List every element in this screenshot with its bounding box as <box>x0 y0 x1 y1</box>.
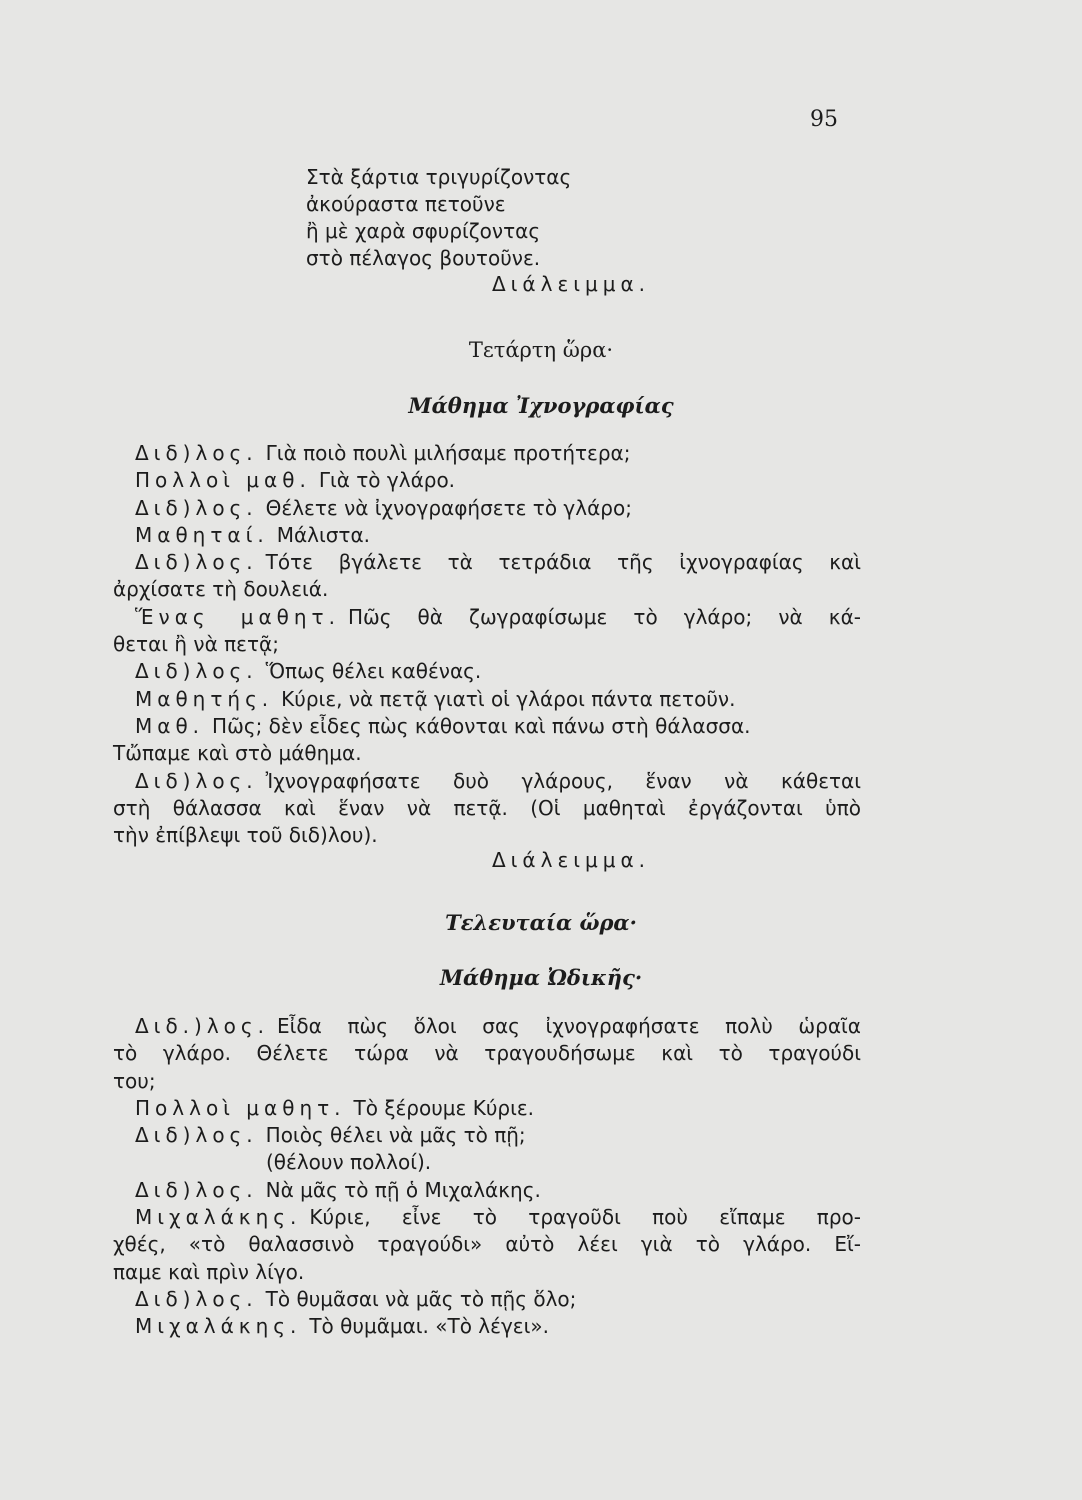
dialogue-line: Μαθ. Πῶς; δὲν εἶδες πὼς κάθονται καὶ πάνω στὴ θάλασσα. <box>135 713 751 738</box>
dialogue-line: ἀρχίσατε τὴ δουλειά. <box>113 577 329 602</box>
break-heading: Διάλειμμα. <box>491 848 651 872</box>
dialogue-line: Μιχαλάκης. Κύριε, εἶνε τὸ τραγοῦδι ποὺ εἴπαμε προ- <box>135 1205 861 1230</box>
dialogue-line: Διδ)λος. Ποιὸς θέλει νὰ μᾶς τὸ πῇ; <box>135 1123 526 1148</box>
dialogue-line: Διδ)λος. Ὅπως θέλει καθένας. <box>135 659 482 684</box>
dialogue-line: Διδ)λος. Ἰχνογραφήσατε δυὸ γλάρους, ἕναν νὰ κάθεται <box>135 768 861 793</box>
dialogue-line: Διδ.)λος. Εἶδα πὼς ὅλοι σας ἰχνογραφήσατε πολὺ ὡραῖα <box>135 1014 861 1038</box>
dialogue-line: τὴν ἐπίβλεψι τοῦ διδ)λου). <box>113 823 378 848</box>
poem-line: ἢ μὲ χαρὰ σφυρίζοντας <box>306 219 541 243</box>
dialogue-line: Διδ)λος. Γιὰ ποιὸ πουλὶ μιλήσαμε προτήτερα; <box>135 441 631 465</box>
dialogue-line: Πολλοὶ μαθητ. Τὸ ξέρουμε Κύριε. <box>135 1095 535 1120</box>
page-number: 95 <box>810 107 838 132</box>
dialogue-line: Ἕνας μαθητ. Πῶς θὰ ζωγραφίσωμε τὸ γλάρο; νὰ κά- <box>135 604 861 629</box>
dialogue-line: Διδ)λος. Τὸ θυμᾶσαι νὰ μᾶς τὸ πῇς ὅλο; <box>135 1286 577 1311</box>
lesson-heading: Μάθημα Ἰχνογραφίας <box>408 393 674 418</box>
poem-line: στὸ πέλαγος βουτοῦνε. <box>306 246 541 270</box>
dialogue-line: παμε καὶ πρὶν λίγο. <box>113 1259 305 1284</box>
poem-stanza <box>306 164 571 272</box>
dialogue-line: τὸ γλάρο. Θέλετε τώρα νὰ τραγουδήσωμε καὶ τὸ τραγούδι <box>113 1041 861 1066</box>
dialogue-line: του; <box>113 1068 156 1093</box>
dialogue-section-drawing <box>113 440 861 849</box>
dialogue-line: Πολλοὶ μαθ. Γιὰ τὸ γλάρο. <box>135 468 456 493</box>
dialogue-line: Μαθηταί. Μάλιστα. <box>135 522 371 547</box>
poem-line: ἀκούραστα πετοῦνε <box>306 192 506 216</box>
dialogue-line: στὴ θάλασσα καὶ ἕναν νὰ πετᾷ. (Οἱ μαθηταὶ ἐργάζονται ὑπὸ <box>113 795 861 820</box>
dialogue-line: θεται ἢ νὰ πετᾷ; <box>113 632 279 657</box>
lesson-heading: Μάθημα Ὠδικῆς· <box>439 965 643 990</box>
dialogue-line: Τὤπαμε καὶ στὸ μάθημα. <box>113 741 362 766</box>
dialogue-line: Διδ)λος. Θέλετε νὰ ἰχνογραφήσετε τὸ γλάρο; <box>135 495 632 520</box>
hour-heading: Τετάρτη ὥρα· <box>468 338 614 362</box>
dialogue-line: Διδ)λος. Νὰ μᾶς τὸ πῇ ὁ Μιχαλάκης. <box>135 1177 541 1202</box>
break-heading: Διάλειμμα. <box>491 272 651 296</box>
dialogue-line: (θέλουν πολλοί). <box>266 1150 432 1175</box>
poem-line: Στὰ ξάρτια τριγυρίζοντας <box>306 165 572 189</box>
hour-heading: Τελευταία ὥρα· <box>445 910 637 935</box>
dialogue-section-singing <box>113 1013 861 1341</box>
dialogue-line: χθές, «τὸ θαλασσινὸ τραγούδι» αὐτὸ λέει γιὰ τὸ γλάρο. Εἴ- <box>113 1232 861 1257</box>
dialogue-line: Μιχαλάκης. Τὸ θυμᾶμαι. «Τὸ λέγει». <box>135 1314 549 1339</box>
dialogue-line: Διδ)λος. Τότε βγάλετε τὰ τετράδια τῆς ἰχνογραφίας καὶ <box>135 550 861 575</box>
dialogue-line: Μαθητής. Κύριε, νὰ πετᾷ γιατὶ οἱ γλάροι πάντα πετοῦν. <box>135 686 736 711</box>
